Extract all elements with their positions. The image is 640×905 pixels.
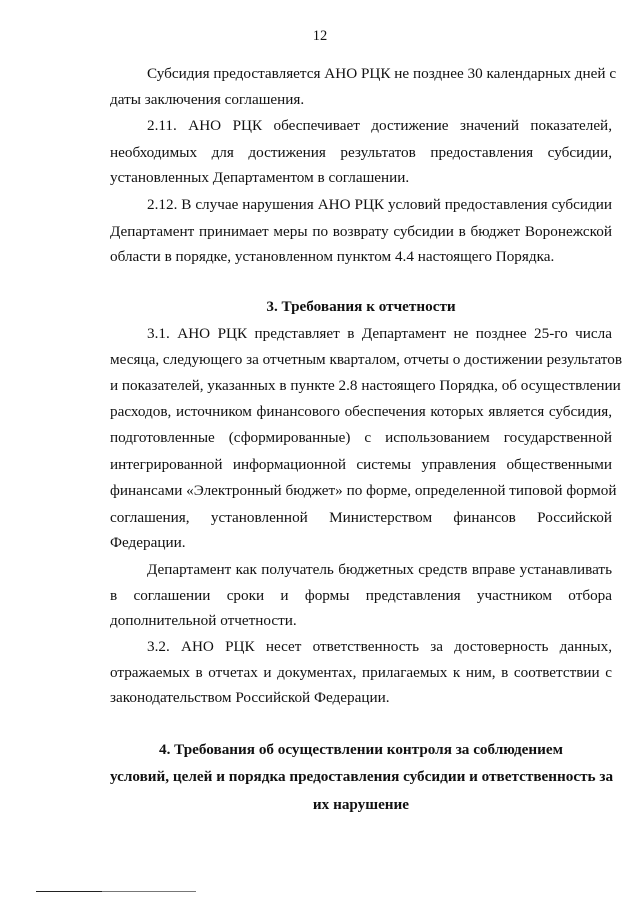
text-line: даты заключения соглашения.	[110, 91, 305, 108]
text-line: 2.12. В случае нарушения АНО РЦК условий предоставления субсидии	[147, 196, 612, 213]
text-line: интегрированной информационной системы управления общественными	[110, 456, 612, 473]
section-title-line: условий, целей и порядка предоставления субсидии и ответственность за	[110, 768, 614, 785]
text-line: необходимых для достижения результатов предоставления субсидии,	[110, 144, 612, 161]
text-line: подготовленные (сформированные) с использованием государственной	[110, 429, 612, 446]
page-number: 12	[312, 28, 328, 44]
text-line: отражаемых в отчетах и документах, прилагаемых к ним, в соответствии с	[110, 664, 612, 681]
section-title-line: 4. Требования об осуществлении контроля за соблюдением	[158, 741, 564, 758]
text-line: 3.1. АНО РЦК представляет в Департамент не позднее 25-го числа	[147, 325, 612, 342]
text-line: Департамент принимает меры по возврату субсидии в бюджет Воронежской	[110, 223, 612, 240]
text-line: Федерации.	[110, 534, 186, 551]
text-line: Субсидия предоставляется АНО РЦК не позднее 30 календарных дней с	[147, 65, 617, 82]
footnote-divider	[36, 891, 102, 892]
text-line: в соглашении сроки и формы представления участником отбора	[110, 587, 612, 604]
text-line: расходов, источником финансового обеспечения которых является субсидия,	[110, 403, 612, 420]
text-line: законодательством Российской Федерации.	[110, 689, 390, 706]
footnote-divider-faint	[102, 891, 196, 892]
text-line: установленных Департаментом в соглашении.	[110, 169, 410, 186]
section-title: 3. Требования к отчетности	[266, 298, 456, 315]
text-line: соглашения, установленной Министерством финансов Российской	[110, 509, 612, 526]
text-line: и показателей, указанных в пункте 2.8 настоящего Порядка, об осуществлении	[110, 377, 621, 394]
text-line: месяца, следующего за отчетным кварталом, отчеты о достижении результатов	[110, 351, 622, 368]
text-line: Департамент как получатель бюджетных средств вправе устанавливать	[147, 561, 612, 578]
text-line: 3.2. АНО РЦК несет ответственность за достоверность данных,	[147, 638, 612, 655]
text-line: 2.11. АНО РЦК обеспечивает достижение значений показателей,	[147, 117, 612, 134]
text-line: дополнительной отчетности.	[110, 612, 297, 629]
section-title-line: их нарушение	[312, 796, 410, 813]
text-line: финансами «Электронный бюджет» по форме, определенной типовой формой	[110, 482, 617, 499]
text-line: области в порядке, установленном пунктом 4.4 настоящего Порядка.	[110, 248, 555, 265]
